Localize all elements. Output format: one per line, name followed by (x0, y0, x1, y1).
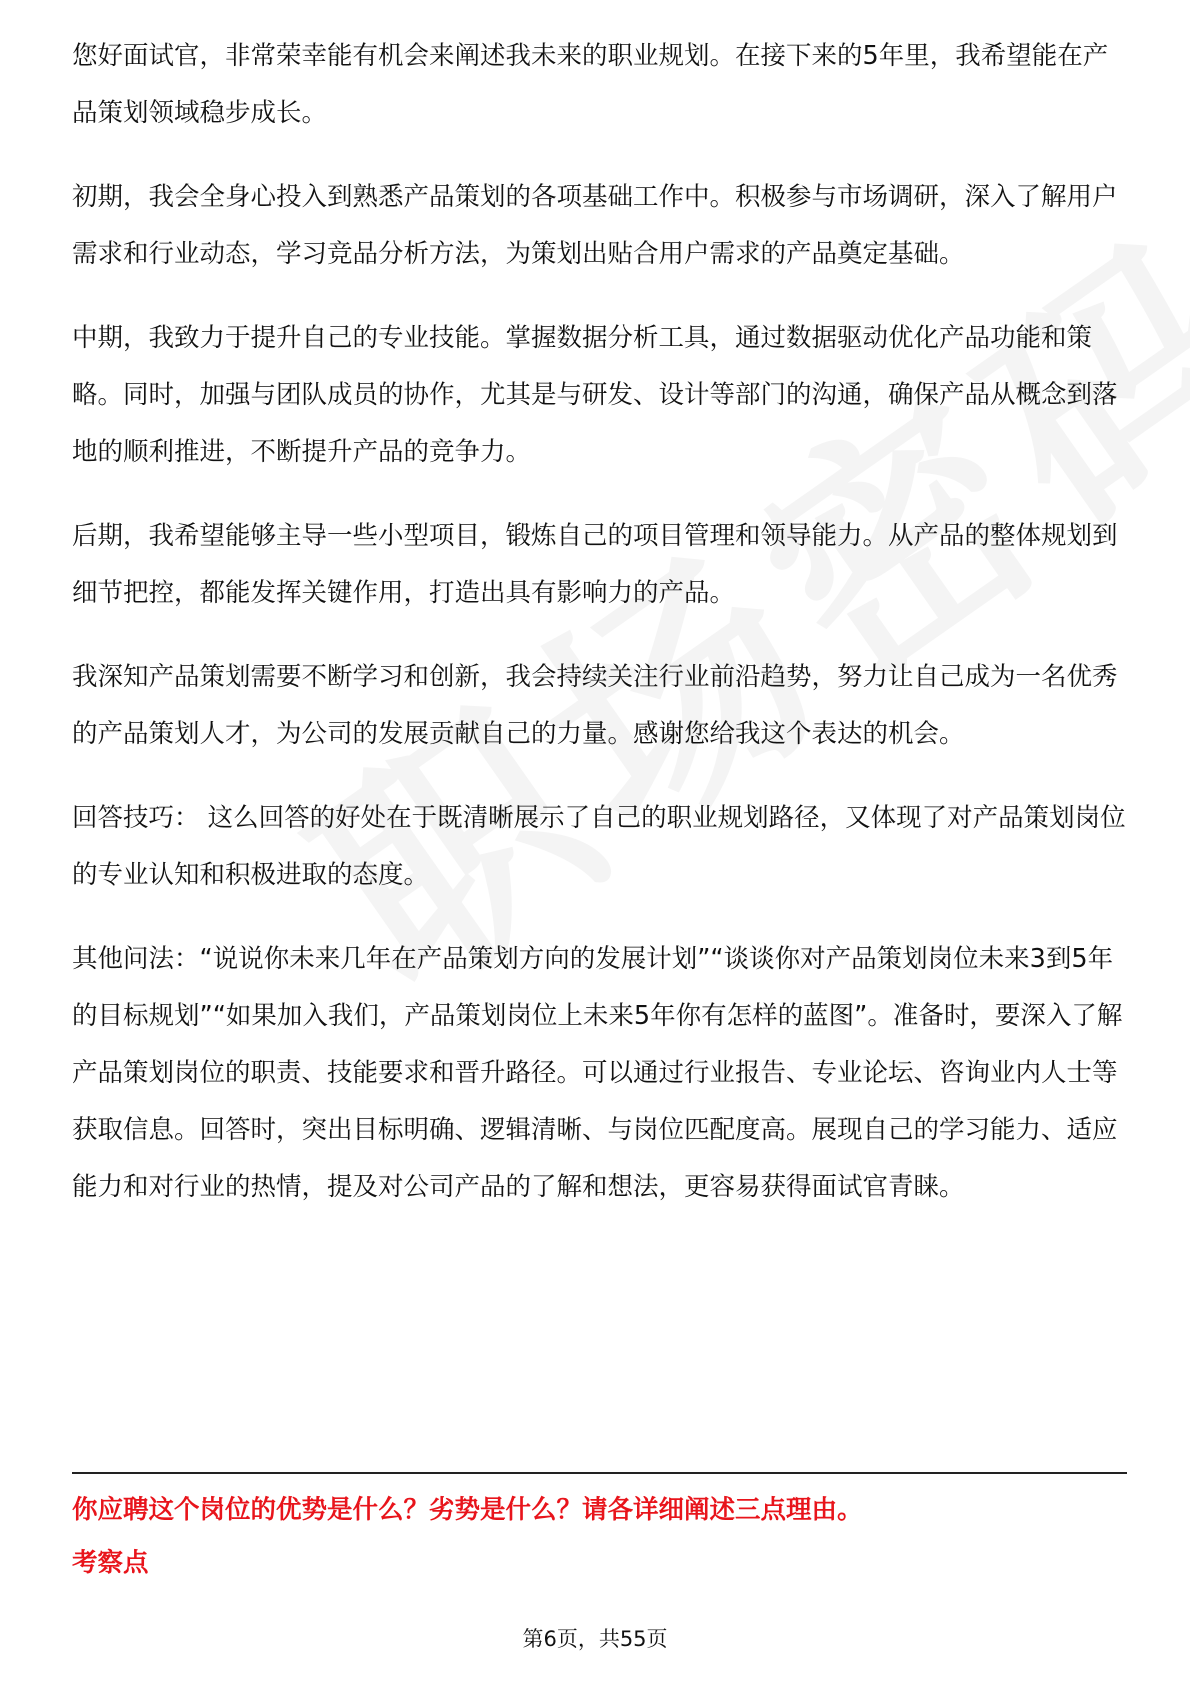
paragraph-early-stage: 初期，我会全身心投入到熟悉产品策划的各项基础工作中。积极参与市场调研，深入了解用户需求和行业动态，学习竞品分析方法，为策划出贴合用户需求的产品奠定基础。 (72, 182, 1118, 269)
next-question-subheading: 考察点 (72, 1548, 149, 1578)
paragraph-intro: 您好面试官，非常荣幸能有机会来阐述我未来的职业规划。在接下来的5年里，我希望能在产品策划领域稳步成长。 (72, 41, 1109, 128)
paragraph-mid-stage: 中期，我致力于提升自己的专业技能。掌握数据分析工具，通过数据驱动优化产品功能和策略。同时，加强与团队成员的协作，尤其是与研发、设计等部门的沟通，确保产品从概念到落地的顺利推进，不断提升产品的竞争力。 (72, 323, 1118, 467)
next-question-title: 你应聘这个岗位的优势是什么？劣势是什么？请各详细阐述三点理由。 (72, 1495, 863, 1525)
paragraph-late-stage: 后期，我希望能够主导一些小型项目，锻炼自己的项目管理和领导能力。从产品的整体规划到细节把控，都能发挥关键作用，打造出具有影响力的产品。 (72, 521, 1118, 608)
page-footer: 第6页，共55页 (522, 1627, 668, 1651)
paragraph-other-questions: 其他问法：“说说你未来几年在产品策划方向的发展计划”“谈谈你对产品策划岗位未来3到5年的目标规划”“如果加入我们，产品策划岗位上未来5年你有怎样的蓝图”。准备时，要深入了解产品策划岗位的职责、技能要求和晋升路径。可以通过行业报告、专业论坛、咨询业内人士等获取信息。回答时，突出目标明确、逻辑清晰、与岗位匹配度高。展现自己的学习能力、适应能力和对行业的热情，提及对公司产品的了解和想法，更容易获得面试官青睐。 (72, 944, 1123, 1202)
answer-body (72, 0, 1127, 1243)
section-divider (72, 1472, 1127, 1474)
paragraph-conclusion: 我深知产品策划需要不断学习和创新，我会持续关注行业前沿趋势，努力让自己成为一名优秀的产品策划人才，为公司的发展贡献自己的力量。感谢您给我这个表达的机会。 (72, 662, 1118, 749)
paragraph-answer-tips: 回答技巧： 这么回答的好处在于既清晰展示了自己的职业规划路径，又体现了对产品策划岗位的专业认知和积极进取的态度。 (72, 803, 1126, 890)
